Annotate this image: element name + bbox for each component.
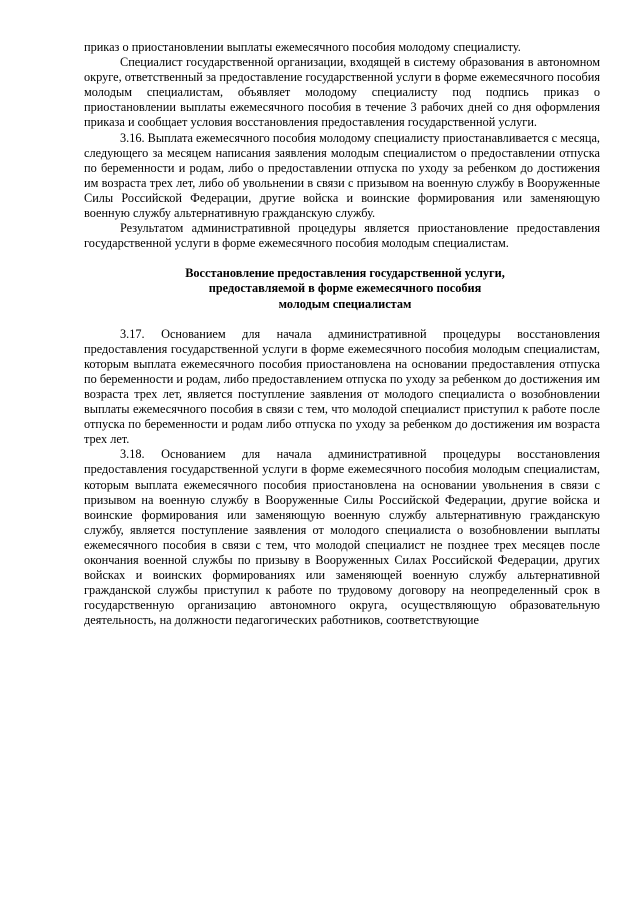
paragraph-3-17: 3.17. Основанием для начала административной процедуры восстановления предоставления государственной услуги в форме ежемесячного пособия молодым специалистам, которым выплата ежемесячного пособия приостановлена на основании предоставления отпуска по беременности и родам, либо предоставлением отпуска по уходу за ребенком до достижения им возраста трех лет, является поступление заявления от молодого специалиста о возобновлении выплаты ежемесячного пособия в связи с тем, что молодой специалист приступил к работе после отпуска по беременности и родам либо отпуска по уходу за ребенком до достижения им возраста трех лет.: [84, 326, 600, 447]
document-page: [84, 40, 600, 628]
section-heading-line-3: молодым специалистам: [278, 296, 412, 311]
paragraph-specialist-announces-order: Специалист государственной организации, входящей в систему образования в автономном округе, ответственный за предоставление государственной услуги в форме ежемесячного пособия молодым специалистам, объявляет молодому специалисту под подпись приказ о приостановлении выплаты ежемесячного пособия в течение 3 рабочих дней со дня оформления приказа и сообщает условия восстановления предоставления государственной услуги.: [84, 55, 600, 130]
paragraph-3-16: 3.16. Выплата ежемесячного пособия молодому специалисту приостанавливается с месяца, следующего за месяцем написания заявления молодым специалистом о предоставлении отпуска по беременности и родам, либо о предоставлении отпуска по уходу за ребенком до достижения им возраста трех лет, либо об увольнении в связи с призывом на военную службу в Вооруженные Силы Российской Федерации, другие войска и воинские формирования или заменяющую военную службу альтернативную гражданскую службу.: [84, 130, 600, 221]
spacer: [84, 312, 600, 327]
paragraph-order-continuation: приказ о приостановлении выплаты ежемесячного пособия молодому специалисту.: [84, 40, 521, 54]
section-heading: [84, 266, 600, 311]
spacer: [84, 251, 600, 266]
paragraph-3-18: 3.18. Основанием для начала административной процедуры восстановления предоставления государственной услуги в форме ежемесячного пособия молодым специалистам, которым выплата ежемесячного пособия приостановлена на основании увольнения в связи с призывом на военную службу в Вооруженные Силы Российской Федерации, другие войска и воинские формирования или заменяющую военную службу альтернативную гражданскую службу, является поступление заявления от молодого специалиста о возобновлении выплаты ежемесячного пособия в связи с тем, что молодой специалист не позднее трех месяцев после окончания военной службы по призыву в Вооруженных Силах Российской Федерации, других войсках и воинских формированиях или заменяющей военную службу альтернативной гражданской службы приступил к работе по трудовому договору на неопределенный срок в государственную организацию автономного округа, осуществляющую образовательную деятельность, на должности педагогических работников, соответствующие: [84, 447, 600, 628]
section-heading-line-2: предоставляемой в форме ежемесячного пособия: [208, 281, 482, 296]
paragraph-procedure-result: Результатом административной процедуры является приостановление предоставления государственной услуги в форме ежемесячного пособия молодым специалистам.: [84, 221, 600, 251]
section-heading-line-1: Восстановление предоставления государственной услуги,: [185, 266, 505, 281]
